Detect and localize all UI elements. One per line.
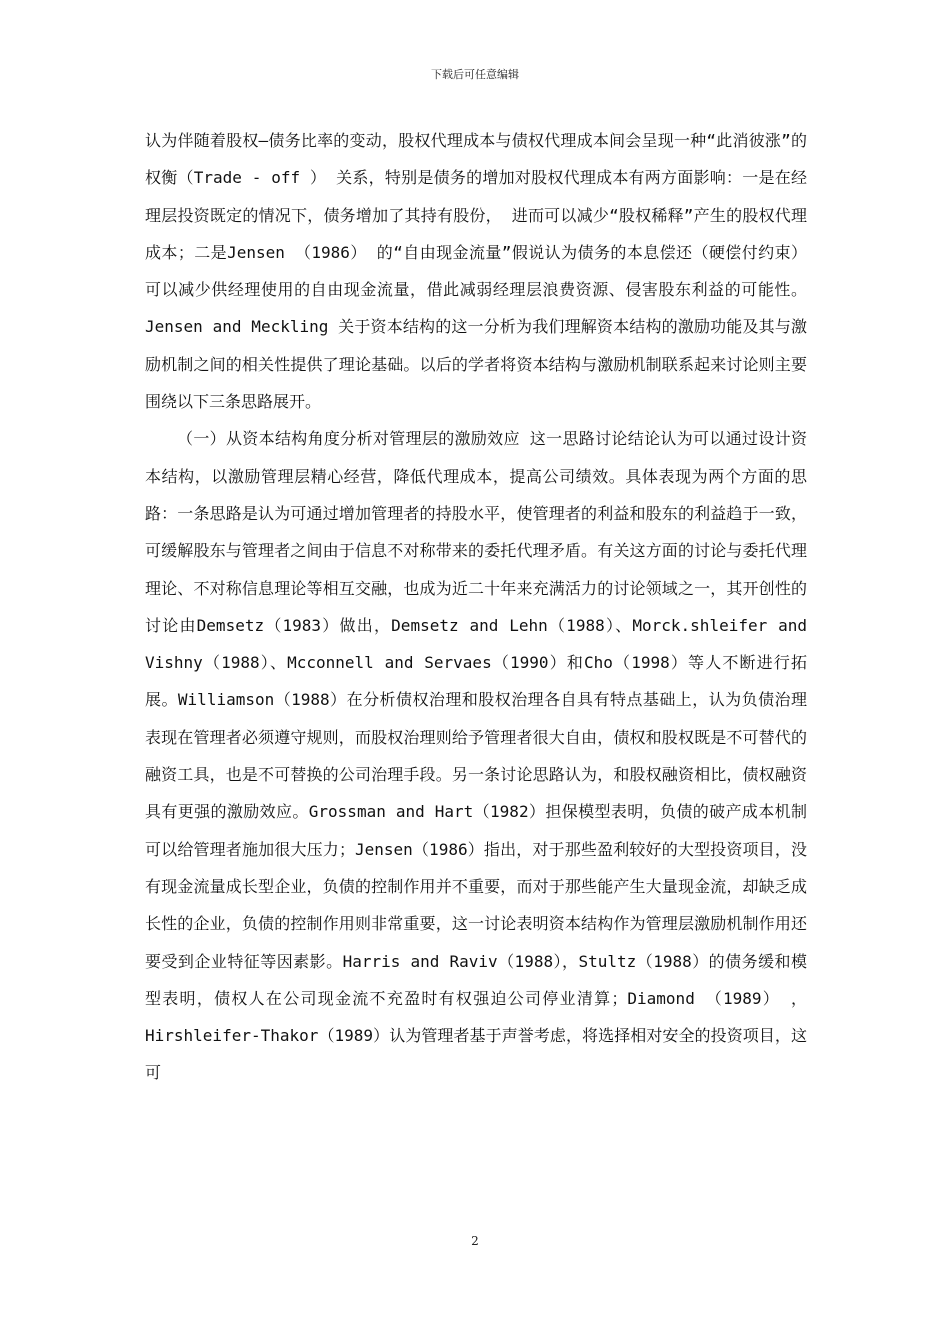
page-header-note: 下载后可任意编辑 xyxy=(431,68,519,81)
body-paragraph: （一）从资本结构角度分析对管理层的激励效应 这一思路讨论结论认为可以通过设计资本结构，以激励管理层精心经营，降低代理成本，提高公司绩效。具体表现为两个方面的思路：一条思路是认为可通过增加管理者的持股水平，使管理者的利益和股东的利益趋于一致，可缓解股东与管理者之间由于信息不对称带来的委托代理矛盾。有关这方面的讨论与委托代理理论、不对称信息理论等相互交融，也成为近二十年来充满活力的讨论领域之一，其开创性的讨论由Demsetz（1983）做出，Demsetz and Lehn（1988）、Morck.shleifer and Vishny（1988）、Mcconnell and Servaes（1990）和Cho（1998）等人不断进行拓展。Williamson（1988）在分析债权治理和股权治理各自具有特点基础上，认为负债治理表现在管理者必须遵守规则，而股权治理则给予管理者很大自由，债权和股权既是不可替代的融资工具，也是不可替换的公司治理手段。另一条讨论思路认为，和股权融资相比，债权融资具有更强的激励效应。Grossman and Hart（1982）担保模型表明，负债的破产成本机制可以给管理者施加很大压力；Jensen（1986）指出，对于那些盈利较好的大型投资项目，没有现金流量成长型企业，负债的控制作用并不重要，而对于那些能产生大量现金流，却缺乏成长性的企业，负债的控制作用则非常重要，这一讨论表明资本结构作为管理层激励机制作用还要受到企业特征等因素影。Harris and Raviv（1988），Stultz（1988）的债务缓和模型表明，债权人在公司现金流不充盈时有权强迫公司停业清算；Diamond （1989） ，Hirshleifer-Thakor（1989）认为管理者基于声誉考虑，将选择相对安全的投资项目，这可 xyxy=(145,429,807,1083)
body-paragraph: 认为伴随着股权—债务比率的变动，股权代理成本与债权代理成本间会呈现一种“此消彼涨”的权衡（Trade - off ） 关系，特别是债务的增加对股权代理成本有两方面影响：一是在经理层投资既定的情况下，债务增加了其持有股份， 进而可以减少“股权稀释”产生的股权代理成本；二是Jensen （1986） 的“自由现金流量”假说认为债务的本息偿还（硬偿付约束）可以减少供经理使用的自由现金流量，借此减弱经理层浪费资源、侵害股东利益的可能性。Jensen and Meckling 关于资本结构的这一分析为我们理解资本结构的激励功能及其与激励机制之间的相关性提供了理论基础。以后的学者将资本结构与激励机制联系起来讨论则主要围绕以下三条思路展开。 xyxy=(145,131,807,412)
document-body xyxy=(145,122,807,1092)
page-number: 2 xyxy=(471,1234,479,1248)
